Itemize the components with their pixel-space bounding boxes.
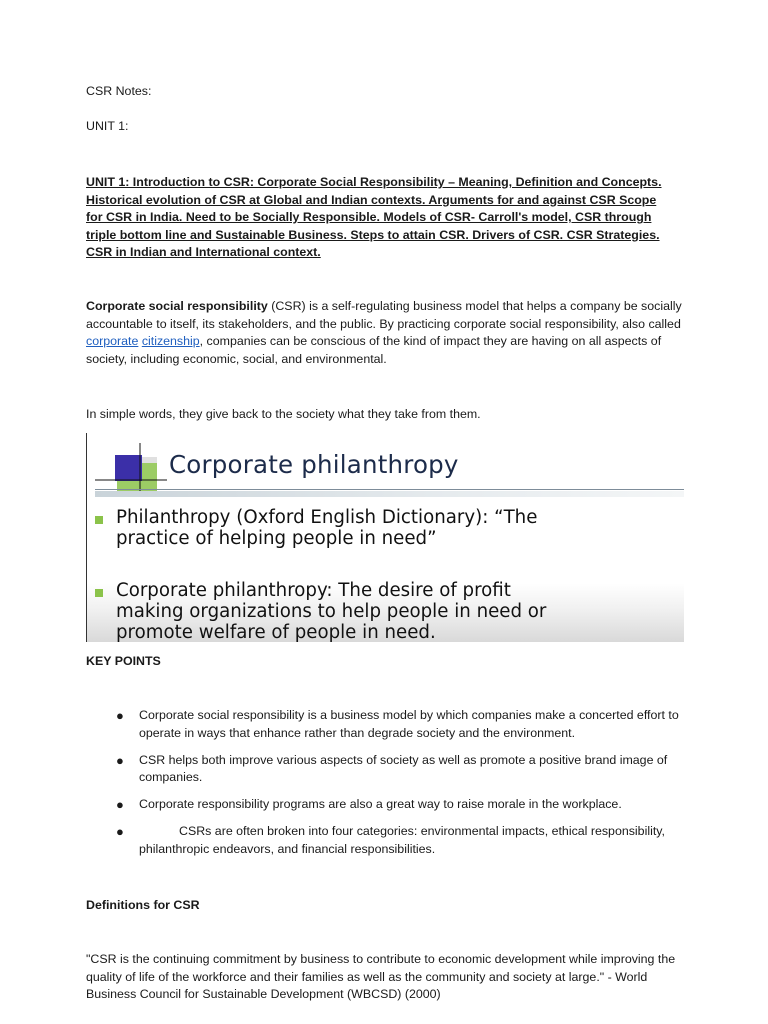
slide-bullet-2-line-1: Corporate philanthropy: The desire of profit <box>116 580 511 601</box>
slide-bullet-icon <box>95 516 103 524</box>
slide-bullet-2-line-2: making organizations to help people in need or <box>116 601 547 622</box>
simple-words-line: In simple words, they give back to the society what they take from them. <box>86 407 481 421</box>
link-corporate[interactable]: corporate <box>86 334 139 349</box>
notes-title: CSR Notes: <box>86 84 152 98</box>
wbcsd-definition-quote: "CSR is the continuing commitment by business to contribute to economic development while improving the quality of life of the workforce and their families as well as the community and society at large." - World Business Council for Sustainable Development (WBCSD) (2000) <box>86 952 676 1002</box>
slide-title: Corporate philanthropy <box>169 450 459 479</box>
slide-bullet-1-line-1: Philanthropy (Oxford English Dictionary): “The <box>116 507 538 528</box>
bullet-icon: ● <box>116 824 124 840</box>
bullet-icon: ● <box>116 708 124 723</box>
unit-label: UNIT 1: <box>86 119 129 133</box>
definition-text-a: (CSR) is a self-regulating business model that helps a company be socially accountable to itself, its stakeholders, and the public. By practicing corporate social responsibility, also called <box>86 299 682 331</box>
unit-description: UNIT 1: Introduction to CSR: Corporate Social Responsibility – Meaning, Definition and Concepts. Historical evolution of CSR at Global and Indian contexts. Arguments for and against CSR Scope for CSR in India. Need to be Socially Responsible. Models of CSR- Carroll's model, CSR through triple bottom line and Sustainable Business. Steps to attain CSR. Drivers of CSR. CSR Strategies. CSR in Indian and International context. <box>86 175 662 260</box>
key-points-list <box>86 707 686 868</box>
definitions-heading: Definitions for CSR <box>86 898 200 912</box>
list-item: ● Corporate social responsibility is a business model by which companies make a concerted effort to operate in ways that enhance rather than degrade society and the environment. <box>116 708 679 740</box>
definition-text-b: , companies can be conscious of the kind of impact they are having on all aspects of society, including economic, social, and environmental. <box>86 334 662 366</box>
bullet-icon: ● <box>116 752 124 768</box>
slide-bullet-2-line-3: promote welfare of people in need. <box>116 622 436 642</box>
slide-divider <box>95 489 684 490</box>
link-citizenship[interactable]: citizenship <box>141 334 200 349</box>
slide-divider-band <box>95 491 684 497</box>
list-item: ● CSR helps both improve various aspects of society as well as promote a positive brand image of companies. <box>116 752 668 785</box>
list-item: ● Corporate responsibility programs are also a great way to raise morale in the workplace. <box>116 797 622 813</box>
key-points-heading: KEY POINTS <box>86 654 161 668</box>
csr-definition-paragraph <box>86 298 682 368</box>
list-item: ● CSRs are often broken into four categories: environmental impacts, ethical responsibility, philanthropic endeavors, and financial responsibilities. <box>116 824 665 857</box>
csr-term: Corporate social responsibility <box>86 299 268 313</box>
corporate-philanthropy-slide <box>86 433 684 642</box>
slide-bullet-1-line-2: practice of helping people in need” <box>116 528 437 549</box>
slide-bullet-icon <box>95 589 103 597</box>
bullet-icon: ● <box>116 797 124 813</box>
